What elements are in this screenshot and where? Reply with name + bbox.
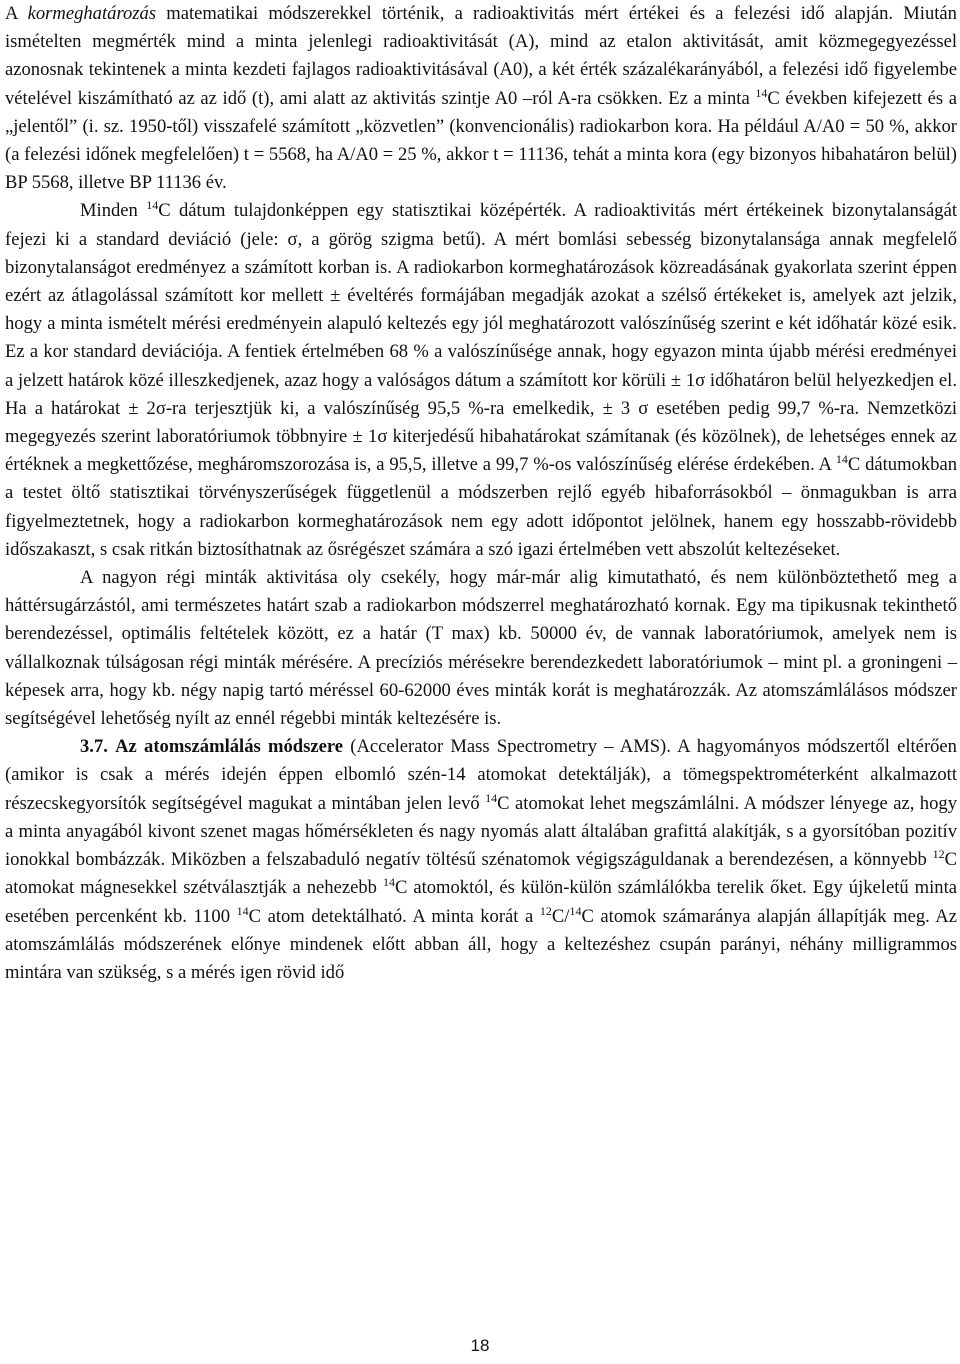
italic-term: kormeghatározás <box>27 3 157 24</box>
superscript: 14 <box>146 198 159 213</box>
text-run: Minden <box>80 200 147 222</box>
section-number: 3.7. <box>80 736 108 758</box>
superscript: 14 <box>569 903 582 918</box>
paragraph-1 <box>5 0 957 197</box>
superscript: 12 <box>932 847 945 862</box>
text-run: C/ <box>551 905 570 927</box>
paragraph-3 <box>5 564 957 733</box>
text-run: matematikai módszerekkel történik, a radioaktivitás mért értékei és a felezési idő alapján. Miután ismételten megmérték mind a minta jelenlegi radioaktivitását (A), mind az etalon aktivitását, amit közmegegyezéssel azonosnak tekintenek a minta kezdeti fajlagos radioaktivitásával (A0), a két érték százalékarányából, a felezési idő figyelembe vételével kiszámítható az az idő (t), ami alatt az aktivitás szintje A0 –ról A-ra csökken. Ez a minta <box>5 3 957 109</box>
superscript: 12 <box>539 903 552 918</box>
text-run: C atomokat lehet megszámlálni. A módszer lényege az, hogy a minta anyagából kivont szenet magas hőmérsékleten és nagy nyomás alatt általában grafittá alakítják, s a gyorsítóban pozitív ionokkal bombázzák. Miközben a felszabaduló negatív töltésű szénatomok végigszáguldanak a berendezésen, a könnyebb <box>5 792 957 871</box>
paragraph-4 <box>5 733 957 987</box>
superscript: 14 <box>382 875 395 890</box>
text-run: C dátumokban a testet öltő statisztikai törvényszerűségek függetlenül a módszerben rejlő egyéb hibaforrásokból – önmagukban is arra figyelmeztetnek, hogy a radiokarbon kormeghatározások nem egy adott időpontot jelölnek, hanem egy hosszabb-rövidebb időszakaszt, s csak ritkán biztosíthatnak az ősrégészet számára a szó igazi értelmében vett abszolút keltezéseket. <box>5 454 957 560</box>
text-run: C atom detektálható. A minta korát a <box>248 905 540 927</box>
superscript: 14 <box>236 903 249 918</box>
text-run: A nagyon régi minták aktivitása oly csekély, hogy már-már alig kimutatható, és nem különböztethető meg a háttérsugárzástól, ami természetes határt szab a radiokarbon módszerrel meghatározható kornak. Egy ma tipikusnak tekinthető berendezéssel, optimális feltételek között, ez a határ (T max) kb. 50000 év, de vannak laboratóriumok, amelyek nem is vállalkoznak túlságosan régi minták mérésére. A precíziós mérésekre berendezkedett laboratóriumok – mint pl. a groningeni – képesek arra, hogy kb. négy napig tartó méréssel 60-62000 éves minták korát is meghatározzák. Az atomszámlálásos módszer segítségével lehetőség nyílt az ennél régebbi minták keltezésére is. <box>5 567 957 730</box>
text-run: C atomokat mágnesekkel szétválasztják a nehezebb <box>5 849 957 899</box>
section-title: Az atomszámlálás módszere <box>115 736 344 758</box>
text-run: C években kifejezett és a „jelentől” (i. sz. 1950-től) visszafelé számított „közvetlen” (konvencionális) radiokarbon kora. Ha például A/A0 = 50 %, akkor (a felezési időnek megfelelően) t = 5568, ha A/A0 = 25 %, akkor t = 11136, tehát a minta kora (egy bizonyos hibahatáron belül) BP 5568, illetve BP 11136 év. <box>5 87 957 194</box>
superscript: 14 <box>485 790 498 805</box>
text-run: C dátum tulajdonképpen egy statisztikai középérték. A radioaktivitás mért értékeinek bizonytalanságát fejezi ki a standard deviáció (jele: σ, a görög szigma betű). A mért bomlási sebesség bizonytalansága annak megfelelő bizonytalanságot eredményez a számított korban is. A radiokarbon kormeghatározások közreadásának gyakorlata szerint éppen ezért az átlagolással számított kor mellett ± éveltérés formájában megadják azokat a szélső értékeket is, amelyek azt jelzik, hogy a minta ismételt mérési eredményein alapuló keltezés egy jól meghatározott valószínűség szerint e két időhatár közé esik. Ez a kor standard deviációja. A fentiek értelmében 68 % a valószínűsége annak, hogy egyazon minta újabb mérési eredményei a jelzett határok közé illeszkedjenek, azaz hogy a valóságos dátum a számított kor körüli ± 1σ időhatáron belül helyezkedjen el. Ha a határokat ± 2σ-ra terjesztjük ki, a valószínűség 95,5 %-ra emelkedik, ± 3 σ esetében pedig 99,7 %-ra. Nemzetközi megegyezés szerint laboratóriumok többnyire ± 1σ kiterjedésű hibahatárokat számítanak (és közölnek), de lehetséges ennek az értéknek a megkettőzése, megháromszorozása is, a 95,5, illetve a 99,7 %-os valószínűség elérése érdekében. A <box>5 200 957 476</box>
superscript: 14 <box>835 452 848 467</box>
body-text <box>5 0 957 987</box>
page-number: 18 <box>470 1336 490 1355</box>
text-run: C atomoktól, és külön-külön számlálókba terelik őket. Egy újkeletű minta esetében percenként kb. 1100 <box>5 877 958 927</box>
text-run: C atomok számaránya alapján állapítják meg. Az atomszámlálás módszerének előnye mindenek előtt abban áll, hogy a keltezéshez csupán parányi, néhány milligrammos mintára van szükség, s a mérés igen rövid idő <box>5 905 957 983</box>
paragraph-2 <box>5 197 957 564</box>
text-run: A <box>5 3 28 24</box>
text-run: (Accelerator Mass Spectrometry – AMS). A hagyományos módszertől eltérően (amikor is csak a mérés idején éppen elbomló szén-14 atomokat detektálják), a tömegspektrométerként alkalmazott részecskegyorsítók segítségével magukat a mintában jelen levő <box>5 736 957 814</box>
superscript: 14 <box>755 85 768 100</box>
